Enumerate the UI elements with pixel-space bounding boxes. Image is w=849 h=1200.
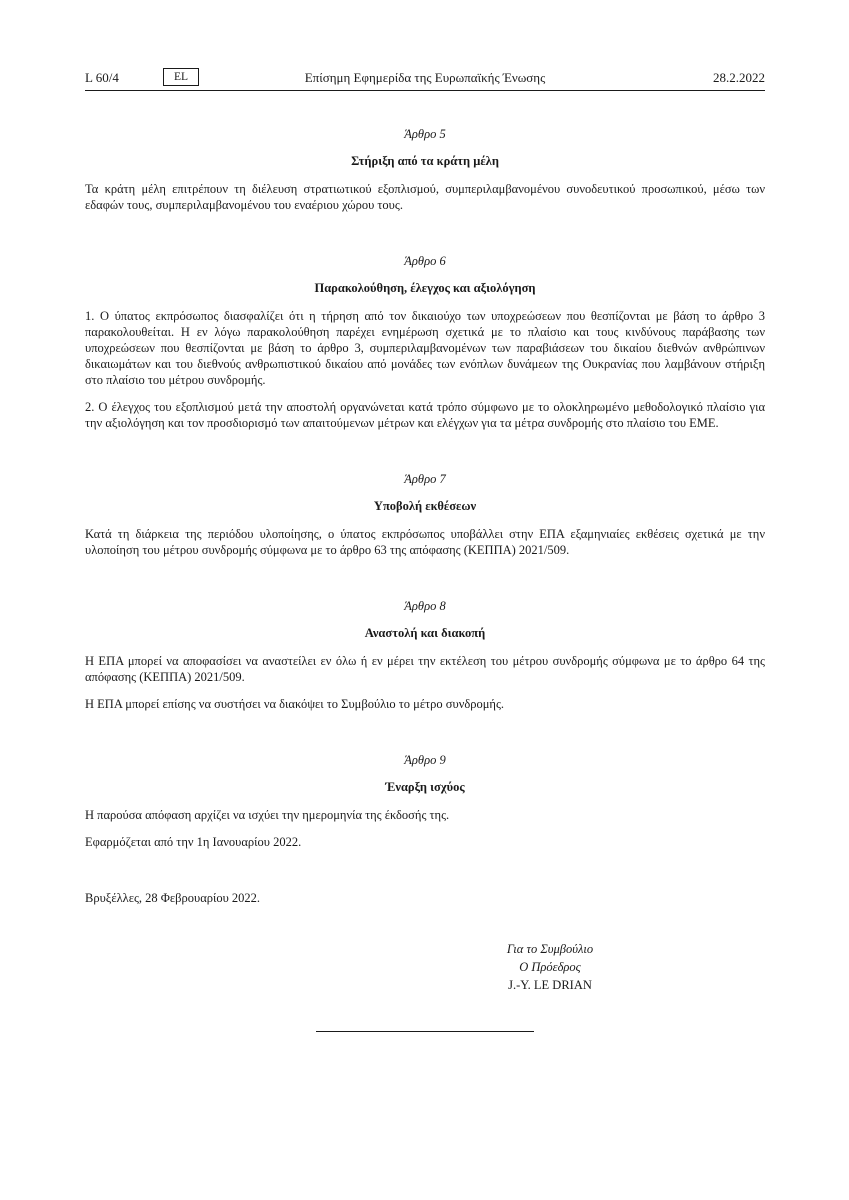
article-9-title: Έναρξη ισχύος xyxy=(385,780,465,794)
article-6-paragraph-2: 2. Ο έλεγχος του εξοπλισμού μετά την αποστολή οργανώνεται κατά τρόπο σύμφωνο με το ολοκληρωμένο μεθοδολογικό πλαίσιο για την αξιολόγηση και τον προσδιορισμό των απαιτούμενων μέτρων και ελέγχων για τα μέτρα συνδρομής στο πλαίσιο του ΕΜΕ. xyxy=(85,400,765,430)
article-8-paragraph-1: Η ΕΠΑ μπορεί να αποφασίσει να αναστείλει εν όλω ή εν μέρει την εκτέλεση του μέτρου συνδρομής σύμφωνα με το άρθρο 64 της απόφασης (ΚΕΠΠΑ) 2021/509. xyxy=(85,654,765,684)
article-6-title: Παρακολούθηση, έλεγχος και αξιολόγηση xyxy=(314,281,536,295)
journal-title: Επίσημη Εφημερίδα της Ευρωπαϊκής Ένωσης xyxy=(304,70,546,85)
article-8-title: Αναστολή και διακοπή xyxy=(364,626,486,640)
article-6-paragraph-1: 1. Ο ύπατος εκπρόσωπος διασφαλίζει ότι η τήρηση από τον δικαιούχο των υποχρεώσεων που θεσπίζονται με βάση το άρθρο 3 παρακολουθείται. Η εν λόγω παρακολούθηση παρέχει ενημέρωση σχετικά με το πλαίσιο και τους κινδύνους παράβασης των υποχρεώσεων που θεσπίζονται με βάση το άρθρο 3, συμπεριλαμβανομένων των παραβιάσεων του δικαίου διεθνών ανθρώπινων δικαιωμάτων και του διεθνούς ανθρωπιστικού δικαίου από μονάδες των ενόπλων δυνάμεων της Ουκρανίας που λαμβάνουν στήριξη στο πλαίσιο του μέτρου συνδρομής. xyxy=(85,309,765,387)
article-9-paragraph-2: Εφαρμόζεται από την 1η Ιανουαρίου 2022. xyxy=(85,835,302,849)
signature-role: Ο Πρόεδρος xyxy=(519,960,581,974)
signature-block xyxy=(480,940,620,994)
article-9-paragraph-1: Η παρούσα απόφαση αρχίζει να ισχύει την ημερομηνία της έκδοσής της. xyxy=(85,808,450,822)
article-7-paragraph: Κατά τη διάρκεια της περιόδου υλοποίησης, ο ύπατος εκπρόσωπος υποβάλλει στην ΕΠΑ εξαμηνιαίες εκθέσεις σχετικά με την υλοποίηση του μέτρου συνδρομής σύμφωνα με το άρθρο 63 της απόφασης (ΚΕΠΠΑ) 2021/509. xyxy=(85,527,765,557)
signature-name: J.-Y. LE DRIAN xyxy=(508,978,592,992)
page-reference: L 60/4 xyxy=(85,70,119,85)
article-5-paragraph: Τα κράτη μέλη επιτρέπουν τη διέλευση στρατιωτικού εξοπλισμού, συμπεριλαμβανομένου συνοδευτικού προσωπικού, μέσω των εδαφών τους, συμπεριλαμβανομένου του εναέριου χώρου τους. xyxy=(85,182,765,212)
signature-council: Για το Συμβούλιο xyxy=(506,942,594,956)
article-8-number: Άρθρο 8 xyxy=(404,599,446,613)
article-6-number: Άρθρο 6 xyxy=(404,254,446,268)
issue-date: 28.2.2022 xyxy=(713,70,765,85)
article-7-number: Άρθρο 7 xyxy=(404,472,446,486)
language-badge: EL xyxy=(163,68,199,86)
article-9-number: Άρθρο 9 xyxy=(404,753,446,767)
article-8-paragraph-2: Η ΕΠΑ μπορεί επίσης να συστήσει να διακόψει το Συμβούλιο το μέτρο συνδρομής. xyxy=(85,697,505,711)
document-body xyxy=(85,126,765,906)
end-rule xyxy=(316,1031,534,1032)
header-rule xyxy=(85,90,765,91)
place-date: Βρυξέλλες, 28 Φεβρουαρίου 2022. xyxy=(85,891,261,905)
article-5-number: Άρθρο 5 xyxy=(404,127,446,141)
article-5-title: Στήριξη από τα κράτη μέλη xyxy=(351,154,499,168)
page-header xyxy=(85,70,765,90)
article-7-title: Υποβολή εκθέσεων xyxy=(373,499,477,513)
